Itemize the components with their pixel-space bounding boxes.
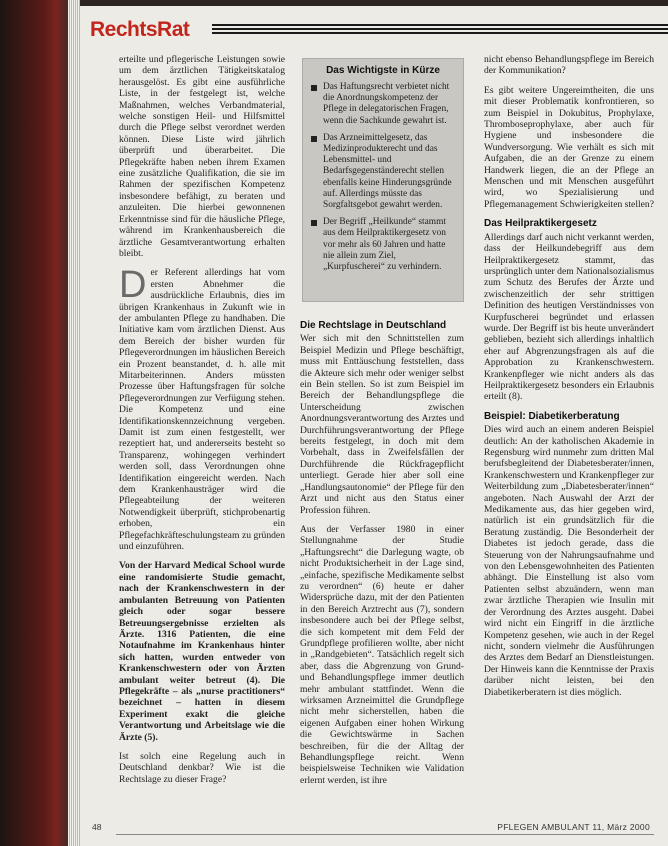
journal-citation: PFLEGEN AMBULANT 11, März 2000 — [497, 822, 650, 832]
paragraph: Es gibt weitere Ungereimtheiten, die uns mit dieser Problematik konfrontieren, so zum Beispiel in Dokubitus, Prophylaxe, Thromboseprophylaxe, aber auch für Hygiene und insbesondere die Wundversorgung. Wie verhält es sich mit Aufgaben, die an der Grenze zu einem Handwerk liegen, die an der Pflege an Menschen und mit Menschen ausgeführt wird, wo Spezialisierung und Pflegemanagement Schwierigkeiten stellen? — [484, 84, 654, 210]
page — [80, 6, 668, 846]
column-3 — [484, 54, 654, 706]
summary-box — [302, 58, 464, 302]
rechtsrat-logo: RechtsRat — [90, 18, 190, 41]
footer — [80, 822, 668, 838]
summary-item: Das Haftungsrecht verbietet nicht die Anordnungskompetenz der Pflege in delegatorischen Fragen, wenn die Sachkunde gewahrt ist. — [311, 82, 455, 127]
paragraph-bold: Von der Harvard Medical School wurde eine randomisierte Studie gemacht, nach der Krankenschwestern in der ambulanten Betreuung von Patienten gleich oder sogar bessere Betreuungsergebnisse erzielten als Ärzte. 1316 Patienten, die eine Notaufnahme im Krankenhaus hinter sich hatten, wurden entweder von Krankenschwestern oder von Ärzten ambulant weiter betreut (4). Die Pflegekräfte – als „nurse practitioners“ bezeichnet – hatten in diesem Experiment exakt die gleiche Verantwortung und Arbeitslage wie die Ärzte (5). — [119, 560, 285, 743]
footer-rule — [116, 834, 654, 835]
paragraph: nicht ebenso Behandlungspflege im Bereich der Kommunikation? — [484, 54, 654, 77]
book-spine — [0, 0, 80, 846]
paragraph: erteilte und pflegerische Leistungen sowie um dem ärztlichen Tätigkeitskatalog herausgelöst. Es gibt eine ausführliche Liste, in der festgelegt ist, welche Maßnahmen, welches Verbandmaterial, welche sonstigen Heil- und Hilfsmittel durch die Pflege selbst verordnet werden können. Diese Liste wird jährlich überprüft und überarbeitet. Die Pflegekräfte haben neben ihrem Examen eine zusätzliche Qualifikation, die sie im Rahmen der spezifischen Kompetenz insbesondere befähigt, zu beraten und anzuleiten. Die hierbei gewonnenen Erkenntnisse sind für die häusliche Pflege, während im Krankenhausbereich die ärztliche Gesamtverantwortung erhalten bleibt. — [119, 54, 285, 259]
paragraph: Aus der Verfasser 1980 in einer Stellungnahme der Studie „Haftungsrecht“ die Darlegung wagte, ob nicht Produktsicherheit in der Lage sind, „einfache, spezifische Medikamente selbst zu verordnen“ (6) heute er daher Widersprüche dazu, mit der den Patienten in den Bereich Arztrecht aus (7), sondern insbesondere auch bei der Pflege selbst, die sich kompetent mit dem Feld der Grundpflege profilieren wollte, aber nicht in „Randgebieten“. Tatsächlich regelt sich aber, dass die Abgrenzung von Grund- und Behandlungspflege immer deutlich mehr ambulant stattfindet. Wenn die wirksamen Arzneimittel die Grundpflege nicht mehr sicherstellen, haben die eigenen Aufgaben einer hohen Wirkung die Gewichtswärme in Sachen beschreiben, für die der Alltag der Behandlungspflege reicht. Wenn beispielsweise Techniken wie Validation erlernt werden, ist ihre — [300, 523, 464, 786]
summary-box-title: Das Wichtigste in Kürze — [326, 65, 440, 76]
summary-item: Das Arzneimittelgesetz, das Medizinprodukterecht und das Lebensmittel- und Bedarfsgegenständerecht stellen ebenfalls keine Hinderungsgründe auf. Allerdings müsste das Sorgfaltsgebot gewahrt werden. — [311, 133, 455, 211]
summary-list — [311, 82, 455, 273]
section-heading: Das Heilpraktikergesetz — [484, 218, 597, 230]
drop-cap: D — [119, 264, 147, 307]
paragraph: Ist solch eine Regelung auch in Deutschland denkbar? Wie ist die Rechtslage zu dieser Frage? — [119, 750, 285, 785]
page-number: 48 — [92, 822, 102, 832]
paragraph-text: er Referent allerdings hat vom ersten Abnehmer die ausdrückliche Erlaubnis, dies im übrigen Krankenhaus in Zukunft wie in der ambulanten Pflege zu handhaben. Die Initiative kam vom ärztlichen Dienst. Aus dem Bereich der bisher wurden für Pflegeverordnungen im häuslichen Bereich ein Prozent beanstandet, d. h. alle mit Mitarbeiterinnen. Anders müssten Prozesse über Haftungsfragen für solche Pflegeverordnungen zur Verfügung stehen. Die Kompetenz und eine Identifikationskennzeichnung vergeben. Damit ist zum einen festgestellt, wer rezeptiert hat, und andererseits besteht so Transparenz, wohingegen verhindert werden soll, dass Verordnungen ohne Identifikation eingereicht werden. Nach dem Krankenhausträger wird die Pflegeabteilung der weiteren Notwendigkeit überprüft, stichprobenartig erhoben, ein Pflegefachkräfteschulungsteam zu gründen und einzuführen. — [119, 267, 285, 553]
column-1 — [119, 54, 285, 793]
paragraph: Dies wird auch an einem anderen Beispiel deutlich: An der katholischen Akademie in Regensburg wird nunmehr zum dritten Mal berufsbegleitend der Diabetesberater/innen, Krankenschwestern und Krankenpfleger zur Weiterbildung zum „Diabetesberater/innen“ angeboten. Nach Auswahl der Arzt der Medikamente aus, das hier gegeben wird, natürlich ist ein grundsätzlich für die Beratung zuständig. Die Besonderheit der Diabetes ist jedoch gerade, dass die Steuerung von der Nahrungsaufnahme und von den Lebensgewohnheiten des Patienten abhängt. Die Einstellung ist also vom Patienten selbst abzuändern, wenn man zwar ärztliche Therapien wie Insulin mit der Verordnung des Arztes ausgeht. Dabei wird nicht ein Eingriff in die ärztliche Kompetenz gesehen, wie auch in der Regel nicht, sondern vielmehr die Ausführungen des Arztes dem Bedarf an Dienstleistungen. Der Hinweis kann die Kenntnisse der Praxis darüber nicht leisten, bei den Diabetikerberatern ist dies möglich. — [484, 424, 654, 698]
section-heading: Die Rechtslage in Deutschland — [300, 320, 447, 331]
page-edges — [68, 0, 80, 846]
column-2 — [300, 320, 464, 794]
paragraph: Allerdings darf auch nicht verkannt werden, dass der Heilkundebegriff aus dem Heilpraktikergesetz stammt, das ursprünglich unter dem Nationalsozialismus zum Schutz des Berufes der Ärzte und zwischenzeitlich der sehr strittigen Definition des heutigen Verständnisses von Kurpfuscherei begründet und erlassen wurde. Der Begriff ist bis heute unverändert geblieben, bezieht sich allerdings inhaltlich eher auf Abgrenzungsfragen als auf die Approbation zu Krankenschwestern. Krankenpfleger wie nicht anders als das Heilpraktikergesetz besonders ein Erlaubnis erteilt (8). — [484, 231, 654, 403]
summary-item: Der Begriff „Heilkunde“ stammt aus dem Heilpraktikergesetz von vor mehr als 60 Jahren und hatte nie allein zum Ziel, „Kurpfuscherei“ zu verhindern. — [311, 217, 455, 273]
header — [80, 16, 668, 46]
section-heading: Beispiel: Diabetikerberatung — [484, 410, 620, 422]
paragraph: Wer sich mit den Schnittstellen zum Beispiel Medizin und Pflege beschäftigt, muss mit Enttäuschung feststellen, dass die Akteure sich mehr oder weniger selbst ein Bein stellen. So ist zum Beispiel im Bereich der Behandlungspflege die Unterscheidung zwischen Anordnungsverantwortung des Arztes und Durchführungsverantwortung der Pflege bereits festgelegt, in doch mit dem Vorbehalt, dass in Zweifelsfällen der Durchführende die Rückfragepflicht unterliegt. Gerade hier aber soll eine „Handlungsautonomie“ der Pflege für den Arzt und nicht aus den Status einer Profession führen. — [300, 333, 464, 516]
header-rules — [212, 24, 668, 38]
paragraph — [119, 264, 285, 553]
